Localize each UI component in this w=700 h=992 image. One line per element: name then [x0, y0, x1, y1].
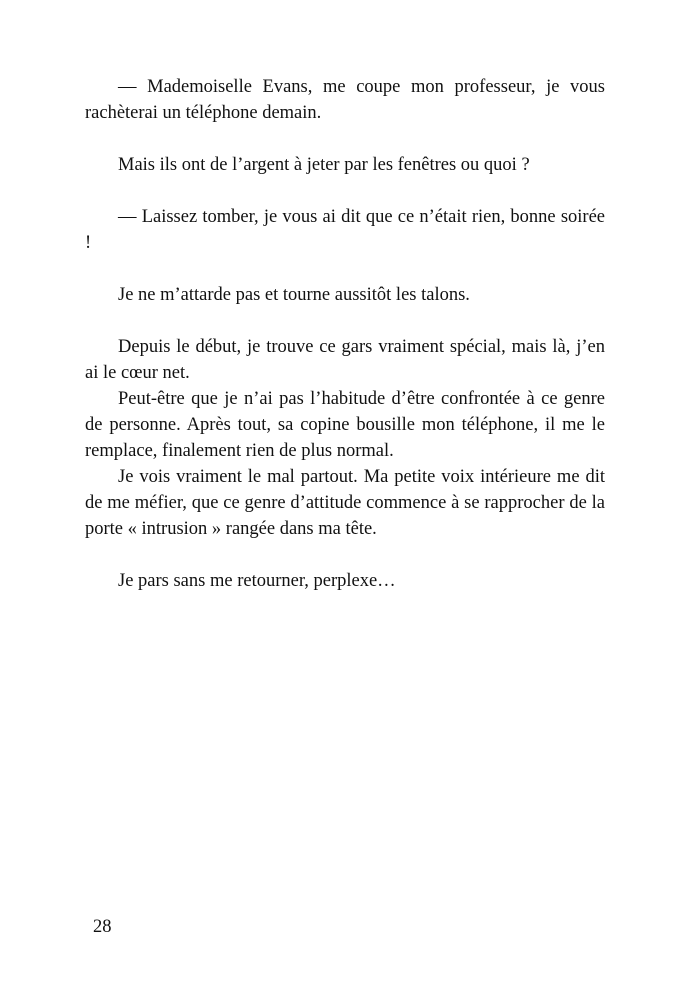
- page-number: 28: [93, 917, 112, 937]
- paragraph: Mais ils ont de l’argent à jeter par les fenêtres ou quoi ?: [118, 155, 530, 175]
- paragraph: Je vois vraiment le mal partout. Ma petite voix intérieure me dit de me méfier, que ce genre d’attitude commence à se rapprocher de la porte « intrusion » rangée dans ma tête.: [85, 467, 605, 539]
- paragraph: Je ne m’attarde pas et tourne aussitôt les talons.: [118, 285, 470, 305]
- paragraph: Peut-être que je n’ai pas l’habitude d’être confrontée à ce genre de personne. Après tout, sa copine bousille mon téléphone, il me le remplace, finalement rien de plus normal.: [85, 389, 605, 461]
- paragraph: — Laissez tomber, je vous ai dit que ce n’était rien, bonne soirée !: [85, 207, 605, 253]
- page-body: [85, 74, 605, 594]
- paragraph: Je pars sans me retourner, perplexe…: [118, 571, 396, 591]
- paragraph: — Mademoiselle Evans, me coupe mon professeur, je vous rachèterai un téléphone demain.: [85, 77, 605, 123]
- paragraph: Depuis le début, je trouve ce gars vraiment spécial, mais là, j’en ai le cœur net.: [85, 337, 605, 383]
